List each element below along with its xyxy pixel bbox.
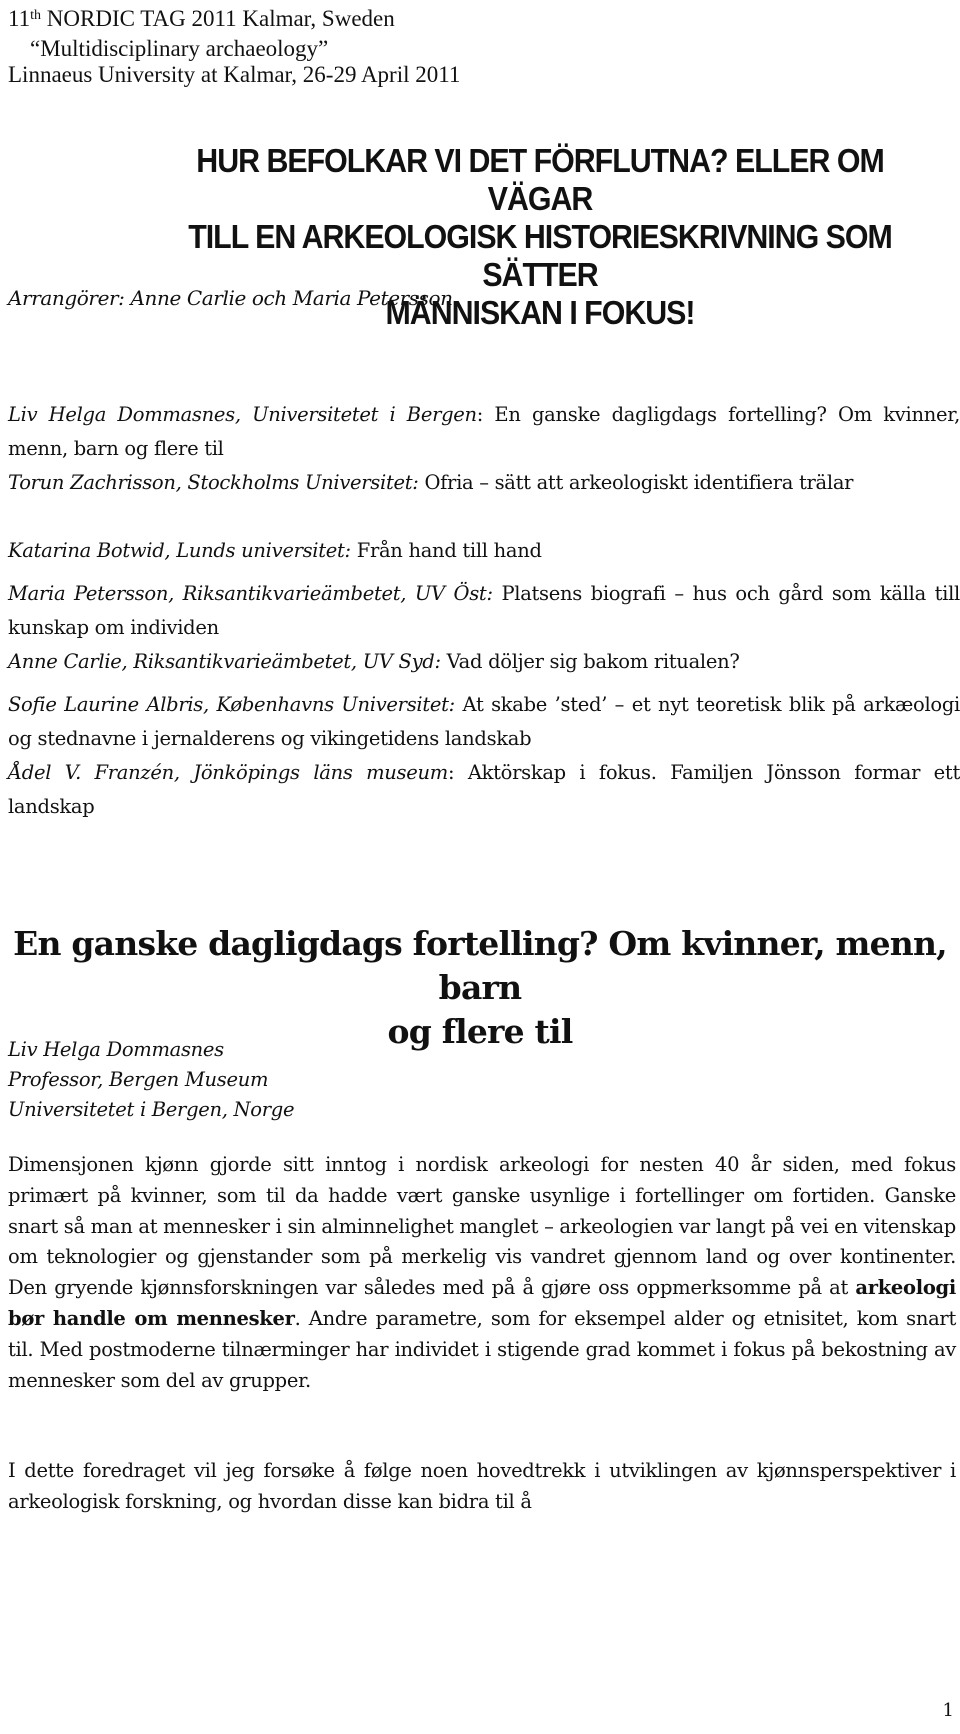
page-number: 1 [942,1700,954,1721]
paragraph-text: . Andre parametre, som for eksempel alder og etnisitet, kom snart til. Med postmoderne tilnærminger har individet i stigende grad kommet i fokus på bekostning av mennesker som del av grupper. [8,1306,956,1392]
paper-title: At skabe ’sted’ – et nyt teoretisk blik på arkæologi og stednavne i jernalderens og vikingetidens landskab [8,693,960,750]
paper-entry [8,756,960,824]
paper-author: Torun Zachrisson, Stockholms Universitet: [8,471,419,494]
paper-author: Anne Carlie, Riksantikvarieämbetet, UV Syd: [8,650,441,673]
conference-theme: “Multidisciplinary archaeology” [30,36,329,61]
body-paragraph [8,1150,956,1396]
ordinal-suffix: th [30,8,42,23]
author-position: Professor, Bergen Museum [8,1068,269,1091]
talk-title-line: En ganske dagligdags fortelling? Om kvinner, menn, barn [13,924,947,1007]
paper-title: Ofria – sätt att arkeologiskt identifiera trälar [424,471,854,494]
paper-author: Katarina Botwid, Lunds universitet: [8,539,351,562]
paragraph-text: I dette foredraget vil jeg forsøke å følge noen hovedtrekk i utviklingen av kjønnsperspektiver i arkeologisk forskning, og hvordan disse kan bidra til å [8,1459,956,1513]
paper-separator: : [476,403,495,426]
conference-title: NORDIC TAG 2011 Kalmar, Sweden [41,6,395,31]
paper-entry [8,645,960,679]
paper-entry [8,577,960,645]
paper-author: Liv Helga Dommasnes, Universitetet i Bergen [8,403,477,426]
emphasis-text: arkeologi bør handle om mennesker [8,1276,956,1330]
session-title-line: TILL EN ARKEOLOGISK HISTORIESKRIVNING SOM SÄTTER [188,218,892,293]
conference-venue: Linnaeus University at Kalmar, 26-29 April 2011 [8,62,461,87]
conference-name [8,6,395,32]
paper-title: Aktörskap i fokus. Familjen Jönsson formar ett landskap [8,761,960,818]
paper-title: En ganske dagligdags fortelling? Om kvinner, menn, barn og flere til [8,403,960,460]
paper-title: Platsens biografi – hus och gård som källa till kunskap om individen [8,582,960,639]
paper-separator [455,693,463,716]
paper-author: Maria Petersson, Riksantikvarieämbetet, UV Öst: [8,582,493,605]
session-organizers: Arrangörer: Anne Carlie och Maria Petersson [8,286,453,310]
conference-ordinal: 11 [8,6,31,31]
talk-title-line: og flere til [387,1012,573,1051]
paper-entry [8,688,960,756]
body-paragraph [8,1456,956,1518]
paper-title: Från hand till hand [356,539,542,562]
session-title-line: HUR BEFOLKAR VI DET FÖRFLUTNA? ELLER OM VÄGAR [196,142,884,217]
paper-author: Sofie Laurine Albris, Københavns Universitet: [8,693,455,716]
paper-entry [8,466,960,500]
author-name: Liv Helga Dommasnes [8,1038,224,1061]
author-affiliation: Universitetet i Bergen, Norge [8,1098,295,1121]
paper-entry [8,534,960,568]
paper-title: Vad döljer sig bakom ritualen? [446,650,740,673]
session-title-line: MÄNNISKAN I FOKUS! [385,294,695,331]
paper-separator: : [447,761,468,784]
paper-author: Ådel V. Franzén, Jönköpings läns museum [8,761,448,784]
paragraph-text: Dimensjonen kjønn gjorde sitt inntog i nordisk arkeologi for nesten 40 år siden, med fokus primært på kvinner, som til da hadde vært ganske usynlige i fortellinger om fortiden. Ganske snart så man at mennesker i sin alminnelighet manglet – arkeologien var langt på vei en vitenskap om teknologier og gjenstander som på merkelig vis vandret gjennom land og over kontinenter. Den gryende kjønnsforskningen var således med på å gjøre oss oppmerksomme på at [8,1153,956,1300]
paper-entry [8,398,960,466]
